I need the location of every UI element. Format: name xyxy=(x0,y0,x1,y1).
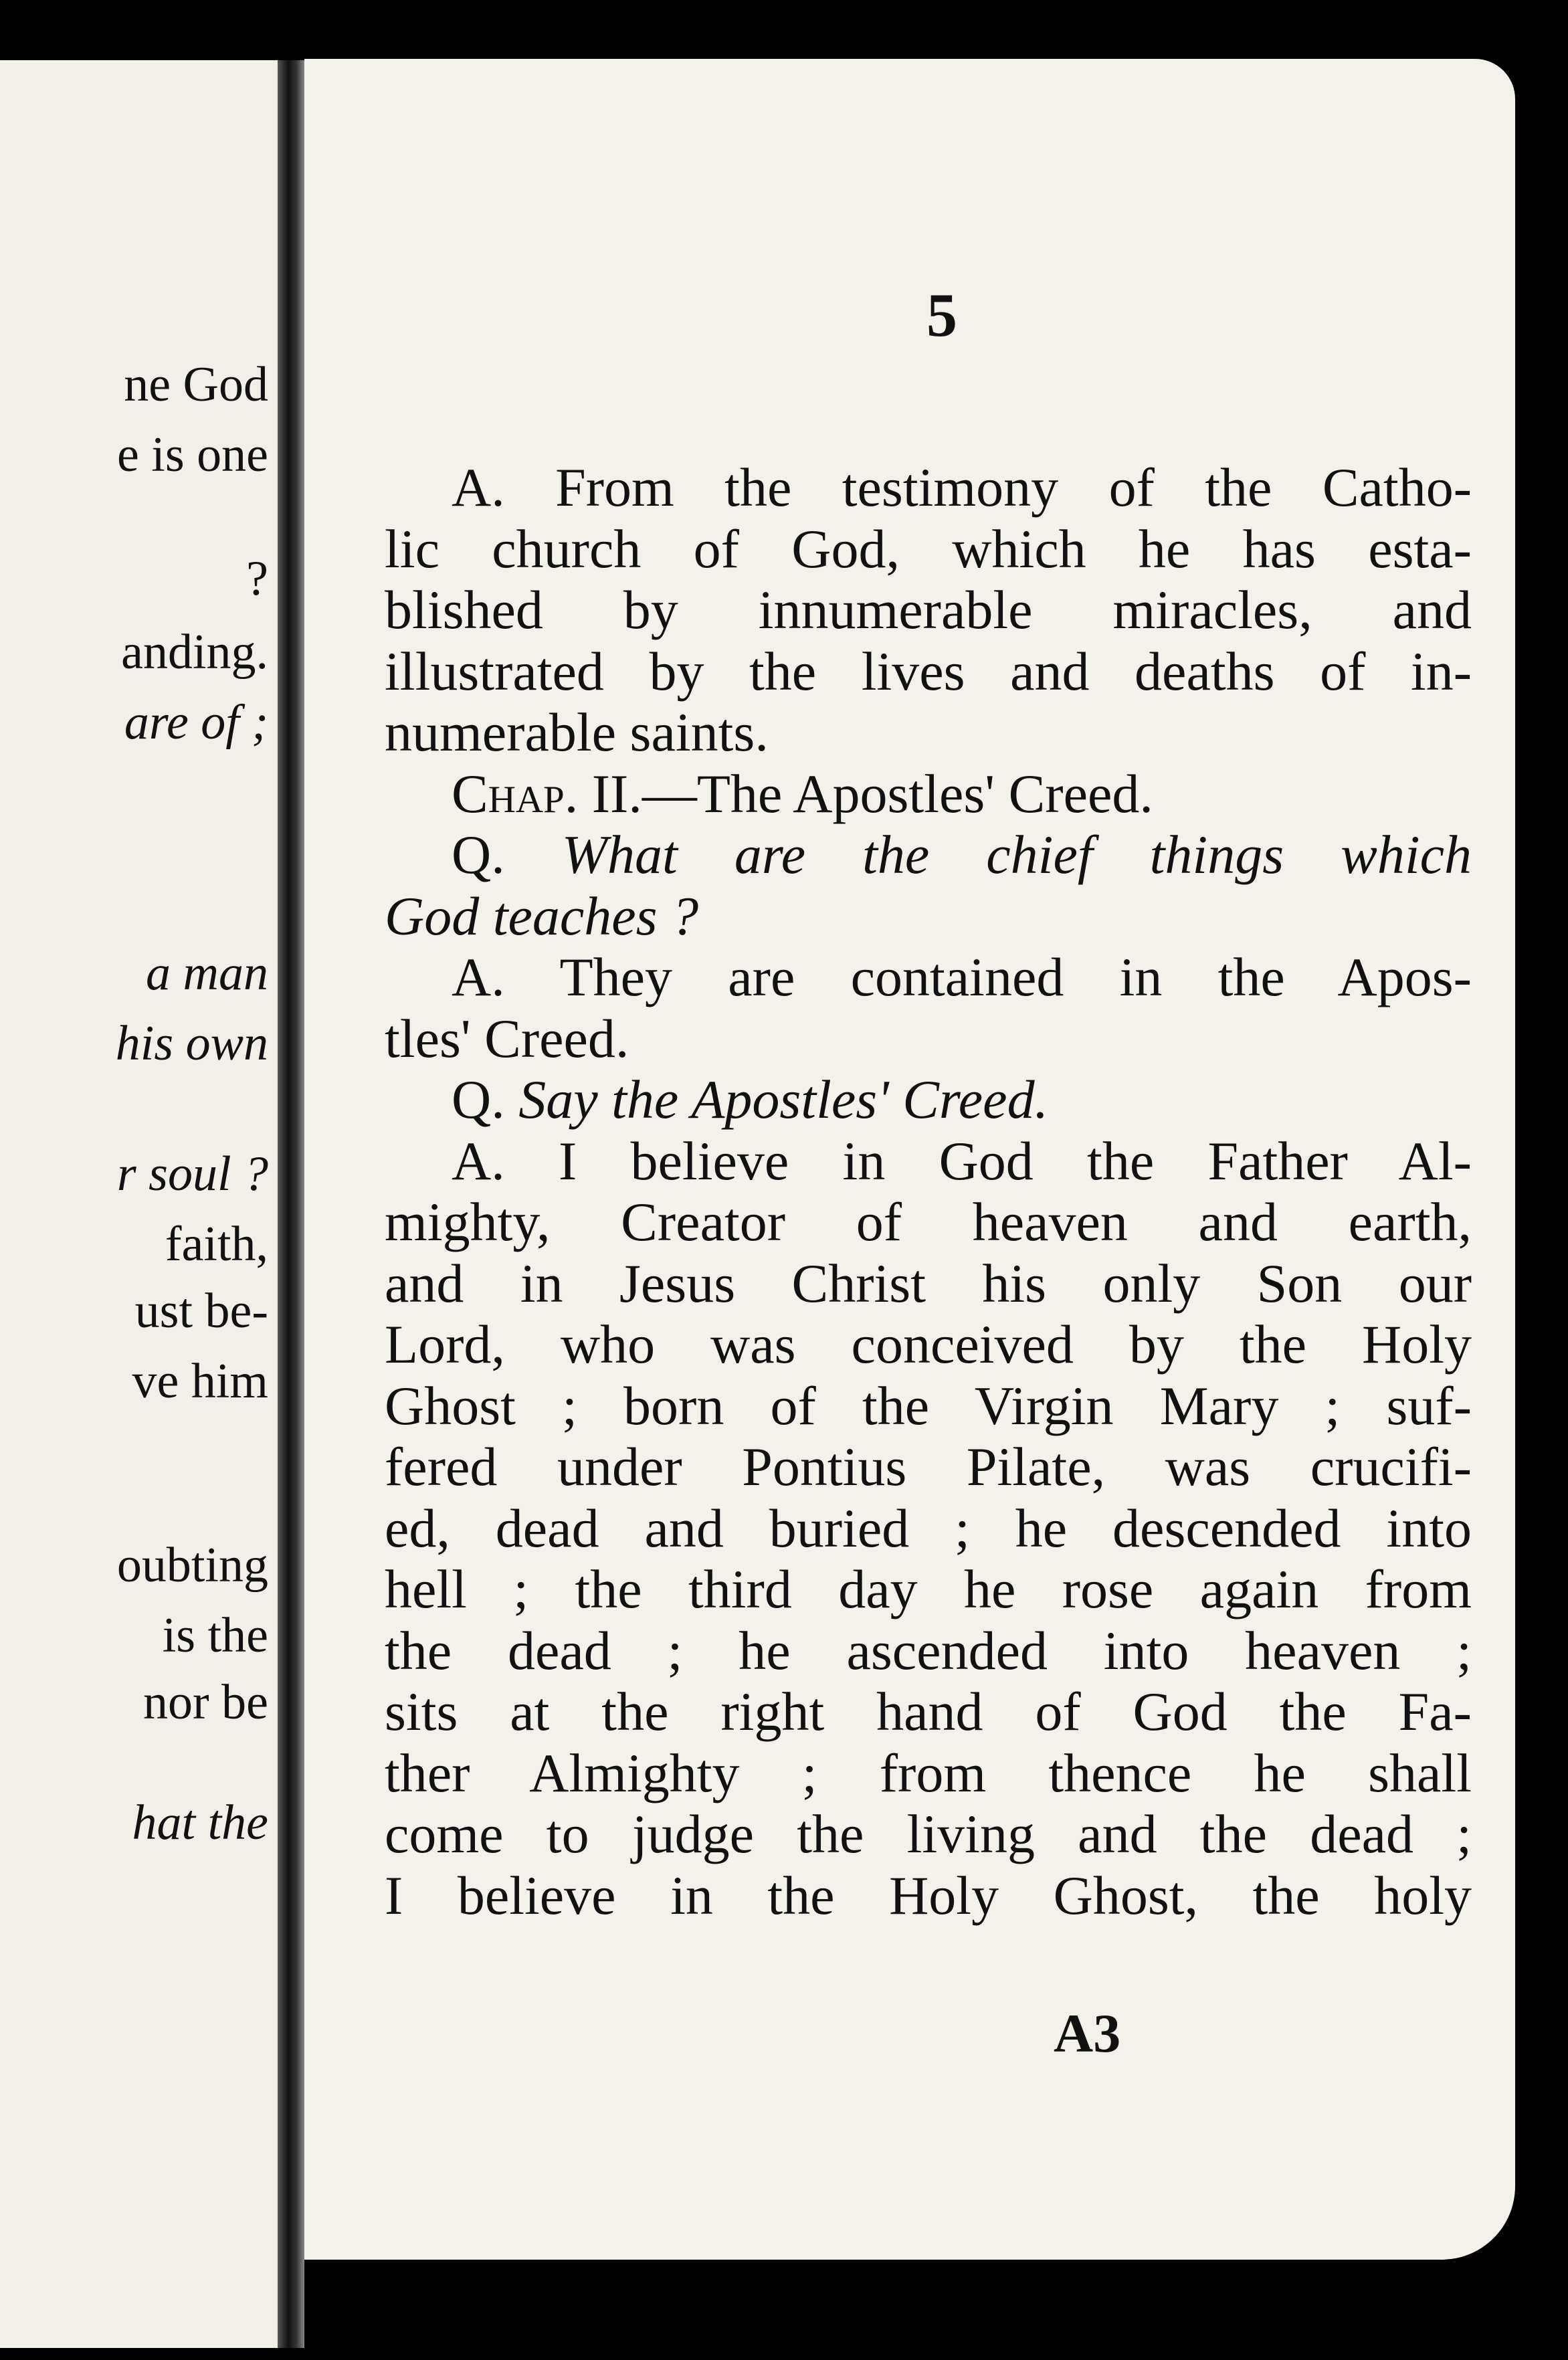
creed-line: come to judge the living and the dead ; xyxy=(385,1803,1472,1864)
left-page-line: r soul ? xyxy=(116,1147,268,1201)
left-page xyxy=(0,60,278,2348)
question-text: Say the Apostles' Creed. xyxy=(518,1069,1049,1130)
answer-line: tles' Creed. xyxy=(385,1007,629,1069)
left-page-line: his own xyxy=(115,1016,268,1071)
page-body xyxy=(385,457,1472,1926)
question-label: Q. xyxy=(452,824,562,885)
left-page-line: oubting xyxy=(116,1538,268,1593)
question-line xyxy=(385,824,1472,886)
text-line: illustrated by the lives and deaths of in- xyxy=(385,640,1472,702)
left-page-line: nor be xyxy=(143,1675,268,1730)
left-page-line: anding. xyxy=(121,625,268,680)
creed-line: I believe in the Holy Ghost, the holy xyxy=(385,1864,1472,1926)
creed-line: Lord, who was conceived by the Holy xyxy=(385,1314,1472,1375)
left-page-line: ? xyxy=(246,551,268,606)
creed-line: mighty, Creator of heaven and earth, xyxy=(385,1191,1472,1252)
left-page-line: ne God xyxy=(124,357,268,412)
question-line xyxy=(385,1069,1472,1130)
creed-line: ed, dead and buried ; he descended into xyxy=(385,1497,1472,1559)
creed-line: sits at the right hand of God the Fa- xyxy=(385,1681,1472,1742)
question-label: Q. xyxy=(452,1069,519,1130)
text-line: blished by innumerable miracles, and xyxy=(385,579,1472,640)
right-page xyxy=(304,59,1515,2260)
answer-line: A. They are contained in the Apos- xyxy=(452,947,1472,1007)
text-line: A. From the testimony of the Catho- xyxy=(452,457,1472,518)
left-page-line: ve him xyxy=(132,1354,268,1409)
creed-line: ther Almighty ; from thence he shall xyxy=(385,1742,1472,1803)
left-page-line: are of ; xyxy=(124,695,268,750)
left-page-line: a man xyxy=(146,946,268,1001)
left-page-line: hat the xyxy=(132,1795,268,1850)
creed-line: fered under Pontius Pilate, was crucifi- xyxy=(385,1436,1472,1497)
question-text: What are the chief things which xyxy=(561,824,1472,885)
creed-line: A. I believe in God the Father Al- xyxy=(452,1130,1472,1191)
page-number: 5 xyxy=(926,281,957,349)
question-text: God teaches ? xyxy=(385,885,699,947)
left-page-line: e is one xyxy=(116,427,268,482)
signature-mark: A3 xyxy=(1054,2003,1121,2064)
text-line: lic church of God, which he has esta- xyxy=(385,518,1472,579)
chapter-prefix: Chap. xyxy=(452,763,579,824)
creed-line: Ghost ; born of the Virgin Mary ; suf- xyxy=(385,1375,1472,1436)
book-gutter xyxy=(278,60,304,2348)
chapter-heading xyxy=(385,763,1472,825)
chapter-title: II.—The Apostles' Creed. xyxy=(578,763,1153,824)
creed-line: hell ; the third day he rose again from xyxy=(385,1559,1472,1619)
text-line: numerable saints. xyxy=(385,702,769,763)
creed-line: the dead ; he ascended into heaven ; xyxy=(385,1619,1472,1681)
left-page-line: faith, xyxy=(165,1217,268,1272)
left-page-line: ust be- xyxy=(134,1284,268,1339)
creed-line: and in Jesus Christ his only Son our xyxy=(385,1252,1472,1314)
left-page-line: is the xyxy=(162,1608,268,1663)
